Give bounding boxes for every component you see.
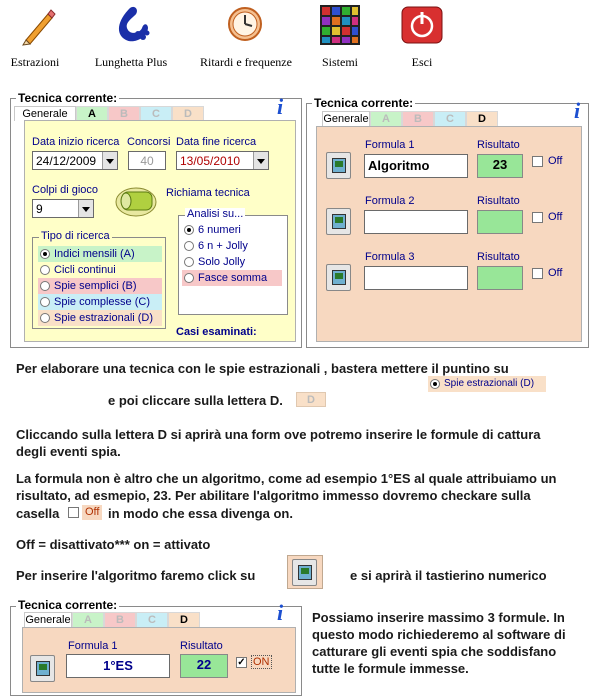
info-icon: i (277, 600, 284, 625)
concorsi-field: 40 (128, 151, 166, 170)
lunghetta-plus-button[interactable] (86, 0, 176, 72)
analisi-option-jolly[interactable]: 6 n + Jolly (182, 238, 282, 254)
clock-icon (227, 6, 263, 42)
concorsi-label: Concorsi (127, 136, 171, 148)
tab-c[interactable]: C (434, 111, 466, 126)
tab-d: D (168, 612, 200, 627)
radio-selected-icon (40, 249, 50, 259)
instruction-6-post: e si aprirà il tastierino numerico (350, 568, 547, 583)
bottom-risultato-field: 22 (180, 654, 228, 678)
risultato-1-label: Risultato (477, 139, 520, 151)
example-calculator-button (292, 559, 317, 586)
analisi-option-fasce-somma[interactable]: Fasce somma (182, 270, 282, 286)
info-icon[interactable]: i (277, 94, 284, 119)
tab-d[interactable]: D (466, 111, 498, 126)
radio-icon (40, 265, 50, 275)
tab-c: C (136, 612, 168, 627)
instruction-2: e poi cliccare sulla lettera D. (108, 393, 283, 408)
colpi-label: Colpi di gioco (32, 184, 99, 196)
power-icon (401, 6, 443, 44)
calculator-button-1[interactable] (326, 152, 351, 179)
formula-1-input[interactable]: Algoritmo (364, 154, 468, 178)
formula-3-label: Formula 3 (365, 251, 415, 263)
tipo-option-spie-semplici[interactable]: Spie semplici (B) (38, 278, 162, 294)
tab-c[interactable]: C (140, 106, 172, 121)
radio-icon (184, 241, 194, 251)
tipo-option-spie-estrazionali[interactable]: Spie estrazionali (D) (38, 310, 162, 326)
formula-1-checkbox[interactable] (532, 156, 543, 167)
instruction-3a: Cliccando sulla lettera D si aprirà una form ove potremo inserire le formule di cattura (16, 427, 541, 442)
instruction-4c-pre: casella (16, 506, 60, 521)
bottom-formula-input: 1°ES (66, 654, 170, 678)
calculator-icon (36, 661, 50, 676)
left-panel-title: Tecnica corrente: (18, 91, 118, 105)
tipo-option-spie-complesse[interactable]: Spie complesse (C) (38, 294, 162, 310)
formula-1-off-label: Off (548, 155, 563, 167)
formula-1-label: Formula 1 (365, 139, 415, 151)
tab-generale: Generale (25, 614, 71, 626)
data-inizio-label: Data inizio ricerca (32, 136, 120, 148)
example-off-label: Off (82, 505, 102, 520)
calculator-icon (332, 214, 346, 229)
chevron-down-icon (78, 200, 93, 217)
radio-icon (184, 273, 194, 283)
ritardi-frequenze-label: Ritardi e frequenze (200, 55, 292, 69)
tab-b: B (104, 612, 136, 627)
radio-selected-icon (430, 379, 440, 389)
example-tab-d: D (296, 392, 326, 407)
tab-generale[interactable]: Generale (14, 106, 76, 121)
instruction-7a: Possiamo inserire massimo 3 formule. In (312, 610, 565, 625)
tab-a[interactable]: A (76, 106, 108, 121)
chevron-down-icon (102, 152, 117, 169)
pencil-icon (20, 6, 56, 46)
analisi-option-6-numeri[interactable]: 6 numeri (182, 222, 282, 238)
radio-selected-icon (184, 225, 194, 235)
esci-label: Esci (411, 55, 433, 69)
info-icon[interactable]: i (574, 98, 581, 123)
risultato-2-label: Risultato (477, 195, 520, 207)
richiama-tecnica-icon[interactable] (112, 180, 162, 222)
bottom-formula-label: Formula 1 (68, 640, 118, 652)
tab-b[interactable]: B (402, 111, 434, 126)
analisi-option-solo-jolly[interactable]: Solo Jolly (182, 254, 282, 270)
left-tabs (14, 106, 204, 121)
bottom-calculator-button (30, 655, 55, 682)
tab-b[interactable]: B (108, 106, 140, 121)
colpi-select[interactable]: 9 (32, 199, 94, 218)
instruction-3b: degli eventi spia. (16, 444, 121, 459)
example-calculator-box (287, 555, 323, 589)
risultato-3-label: Risultato (477, 251, 520, 263)
instruction-7c: catturare gli eventi spia che soddisfano (312, 644, 557, 659)
formula-2-label: Formula 2 (365, 195, 415, 207)
tab-generale[interactable]: Generale (323, 113, 369, 125)
bottom-checked-checkbox: ✓ (237, 657, 246, 668)
tab-d[interactable]: D (172, 106, 204, 121)
formula-2-off-label: Off (548, 211, 563, 223)
example-checkbox (68, 507, 79, 518)
extractions-label: Estrazioni (10, 55, 60, 69)
tipo-ricerca-title: Tipo di ricerca (41, 230, 110, 242)
formula-3-off-label: Off (548, 267, 563, 279)
calculator-icon (298, 565, 312, 580)
data-fine-select[interactable]: 13/05/2010 (176, 151, 269, 170)
example-spie-estrazionali-option: Spie estrazionali (D) (428, 376, 546, 392)
formula-3-input[interactable] (364, 266, 468, 290)
right-tabs (322, 111, 498, 126)
formula-3-checkbox[interactable] (532, 268, 543, 279)
data-inizio-select[interactable]: 24/12/2009 (32, 151, 118, 170)
risultato-1-field[interactable]: 23 (477, 154, 523, 178)
radio-icon (184, 257, 194, 267)
bottom-tabs (24, 612, 200, 627)
calculator-button-3[interactable] (326, 264, 351, 291)
esci-button[interactable] (377, 0, 467, 72)
formula-2-checkbox[interactable] (532, 212, 543, 223)
risultato-3-field[interactable] (477, 266, 523, 290)
ritardi-frequenze-button[interactable] (200, 0, 290, 72)
tab-a: A (72, 612, 104, 627)
calculator-button-2[interactable] (326, 208, 351, 235)
tab-a[interactable]: A (370, 111, 402, 126)
calculator-icon (332, 270, 346, 285)
bottom-on-label: ON (253, 656, 270, 668)
bottom-panel-title: Tecnica corrente: (18, 598, 118, 612)
instruction-4c-post: in modo che essa divenga on. (108, 506, 293, 521)
lottery-hand-icon (112, 4, 152, 48)
instruction-1: Per elaborare una tecnica con le spie estrazionali , bastera mettere il puntino su (16, 361, 509, 376)
sistemi-button[interactable] (295, 0, 385, 72)
instruction-5: Off = disattivato*** on = attivato (16, 537, 211, 552)
instruction-7b: questo modo richiederemo al software di (312, 627, 566, 642)
instruction-4a: La formula non è altro che un algoritmo, come ad esempio 1°ES al quale attribuiamo un (16, 471, 557, 486)
radio-icon (40, 297, 50, 307)
casi-esaminati-label: Casi esaminati: (176, 326, 257, 338)
instruction-7d: tutte le formule immesse. (312, 661, 469, 676)
radio-icon (40, 281, 50, 291)
tipo-option-cicli[interactable]: Cicli continui (38, 262, 162, 278)
instruction-6-pre: Per inserire l'algoritmo faremo click su (16, 568, 256, 583)
bottom-risultato-label: Risultato (180, 640, 223, 652)
data-fine-label: Data fine ricerca (176, 136, 257, 148)
grid-icon (320, 5, 360, 45)
risultato-2-field[interactable] (477, 210, 523, 234)
radio-icon (40, 313, 50, 323)
analisi-title: Analisi su... (187, 208, 244, 220)
right-panel-title: Tecnica corrente: (314, 96, 414, 110)
instruction-4b: risultato, ad esmepio, 23. Per abilitare l'algoritmo immesso dovremo checkare sulla (16, 488, 531, 503)
extractions-button[interactable] (0, 0, 80, 72)
lunghetta-plus-label: Lunghetta Plus (94, 55, 168, 69)
richiama-tecnica-label[interactable]: Richiama tecnica (166, 187, 250, 199)
calculator-icon (332, 158, 346, 173)
formula-2-input[interactable] (364, 210, 468, 234)
chevron-down-icon (253, 152, 268, 169)
sistemi-label: Sistemi (321, 55, 358, 69)
tipo-option-indici[interactable]: Indici mensili (A) (38, 246, 162, 262)
